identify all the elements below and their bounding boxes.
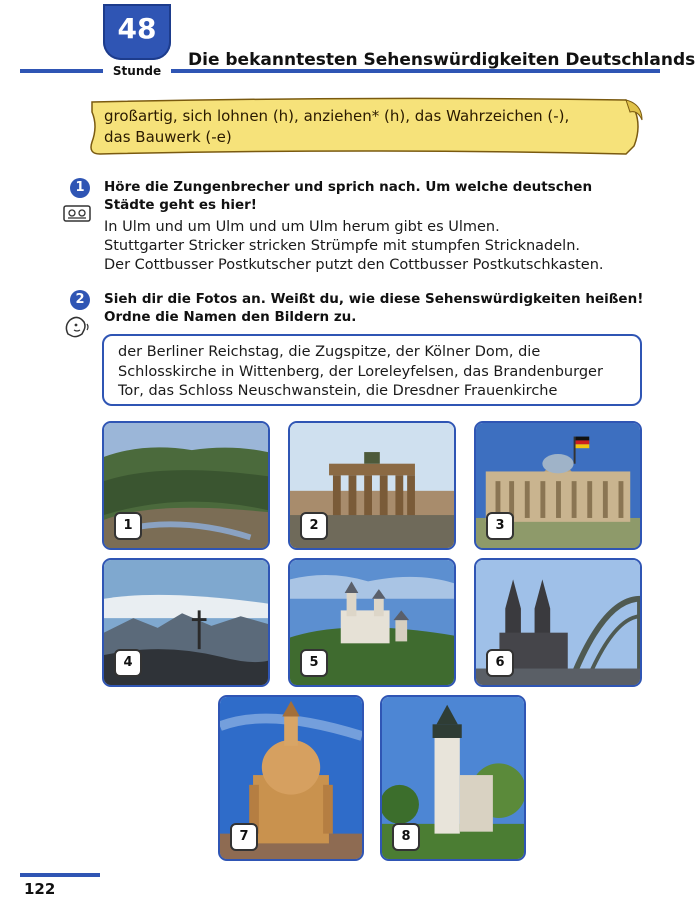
photo-3 [474, 421, 642, 550]
lesson-tab [103, 4, 171, 60]
photo-label: 6 [486, 649, 514, 677]
exercise-2-number: 2 [70, 290, 90, 310]
footer-rule [20, 873, 100, 877]
vocabulary-text [104, 106, 604, 148]
lesson-word: Stunde [103, 64, 171, 78]
photo-1 [102, 421, 270, 550]
photo-label: 4 [114, 649, 142, 677]
photo-6 [474, 558, 642, 687]
photo-label: 3 [486, 512, 514, 540]
speaking-head-icon [62, 314, 92, 340]
photo-label: 1 [114, 512, 142, 540]
photo-label: 7 [230, 823, 258, 851]
tongue-twister: In Ulm und um Ulm und um Ulm herum gibt es Ulmen. [104, 219, 500, 235]
exercise-1-tongue-twisters [104, 218, 644, 275]
photo-label: 5 [300, 649, 328, 677]
photo-8 [380, 695, 526, 861]
tongue-twister: Stuttgarter Stricker stricken Strümpfe mit stumpfen Stricknadeln. [104, 238, 581, 254]
photo-7 [218, 695, 364, 861]
cassette-icon [62, 203, 92, 223]
tongue-twister: Der Cottbusser Postkutscher putzt den Cottbusser Postkutschkasten. [104, 257, 604, 273]
photo-label: 2 [300, 512, 328, 540]
vocabulary-line: das Bauwerk (-e) [104, 128, 232, 146]
exercise-2-instruction: Sieh dir die Fotos an. Weißt du, wie diese Sehenswürdigkeiten heißen! Ordne die Namen den Bildern zu. [104, 291, 644, 325]
lesson-number: 48 [117, 12, 157, 45]
page-number: 122 [24, 880, 56, 898]
photo-4 [102, 558, 270, 687]
exercise-1-instruction: Höre die Zungenbrecher und sprich nach. Um welche deutschen Städte geht es hier! [104, 179, 593, 213]
vocabulary-line: großartig, sich lohnen (h), anziehen* (h), das Wahrzeichen (-), [104, 107, 570, 125]
photo-5 [288, 558, 456, 687]
exercise-1-number: 1 [70, 178, 90, 198]
landmark-names-box: der Berliner Reichstag, die Zugspitze, der Kölner Dom, die Schlosskirche in Wittenberg, der Loreleyfelsen, das Brandenburger Tor, das Schloss Neuschwanstein, die Dresdner Frauenkirche [102, 334, 642, 406]
page-title: Die bekanntesten Sehenswürdigkeiten Deutschlands [188, 50, 696, 70]
photo-2 [288, 421, 456, 550]
photo-label: 8 [392, 823, 420, 851]
